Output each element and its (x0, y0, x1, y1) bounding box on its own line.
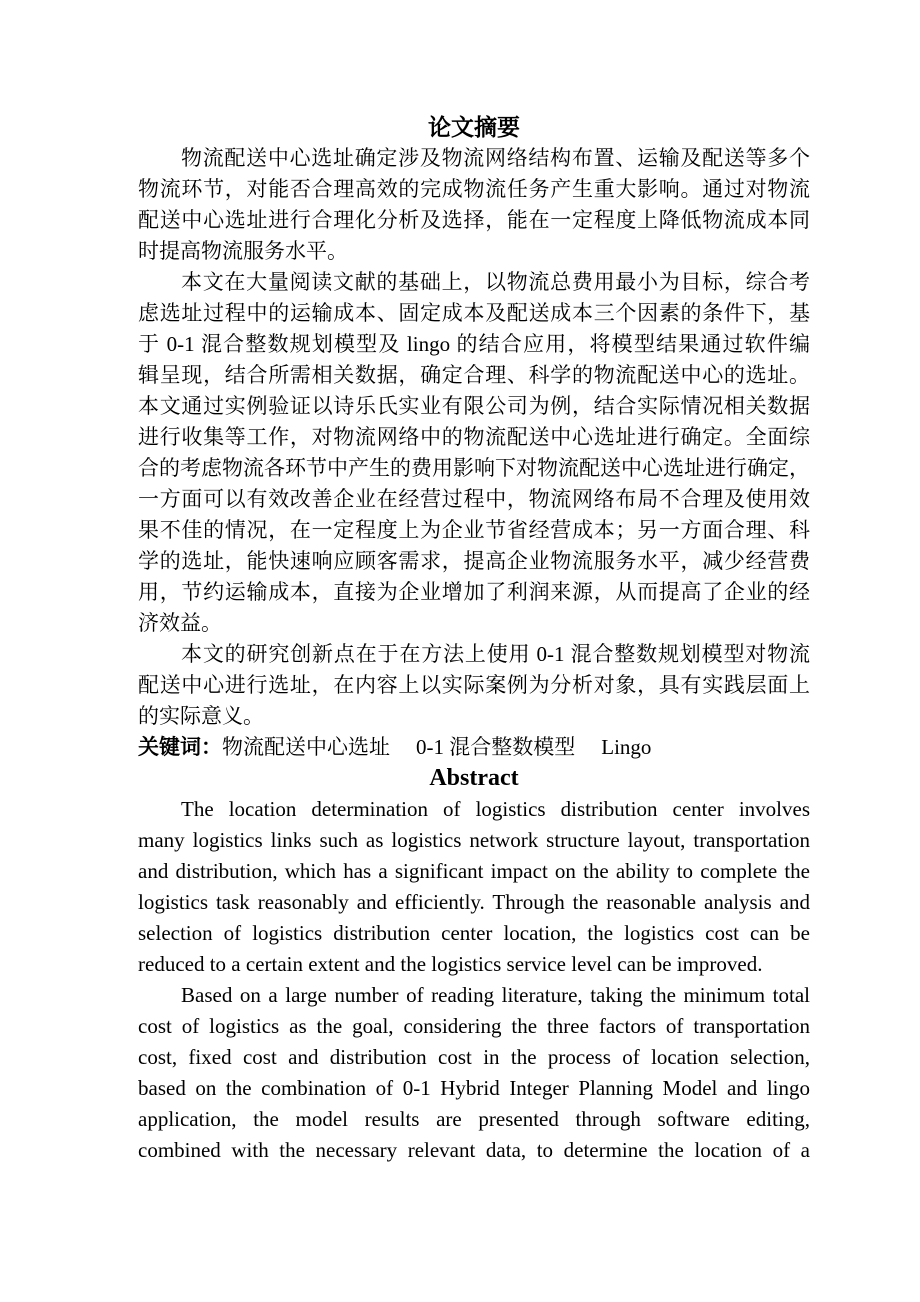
text-line: The location determination of logistics distribution center involves (181, 797, 810, 821)
text-line: combined with the necessary relevant data, to determine the location of a (138, 1138, 810, 1162)
paragraph (138, 794, 810, 980)
keyword: 0-1 混合整数模型 (416, 735, 576, 759)
text-line: 进行收集等工作，对物流网络中的物流配送中心选址进行确定。全面综 (138, 425, 810, 449)
text-line: 学的选址，能快速响应顾客需求，提高企业物流服务水平，减少经营费 (138, 549, 810, 573)
english-abstract-body (138, 794, 810, 1166)
keyword: 物流配送中心选址 (222, 735, 390, 759)
text-line: 配送中心选址进行合理化分析及选择，能在一定程度上降低物流成本同 (138, 208, 810, 232)
paragraph (138, 980, 810, 1166)
chinese-abstract-title: 论文摘要 (428, 115, 520, 140)
english-abstract-title: Abstract (429, 765, 519, 791)
text-line: 辑呈现，结合所需相关数据，确定合理、科学的物流配送中心的选址。 (138, 363, 810, 387)
text-line: 济效益。 (138, 611, 222, 635)
text-line: 物流配送中心选址确定涉及物流网络结构布置、运输及配送等多个 (181, 146, 810, 170)
paragraph (138, 267, 810, 639)
text-line: 合的考虑物流各环节中产生的费用影响下对物流配送中心选址进行确定， (138, 456, 810, 480)
text-line: 于 0-1 混合整数规划模型及 lingo 的结合应用，将模型结果通过软件编 (138, 332, 810, 356)
text-line: many logistics links such as logistics network structure layout, transportation (138, 828, 810, 852)
chinese-abstract-body (138, 143, 810, 732)
text-line: 的实际意义。 (138, 704, 264, 728)
text-line: 本文在大量阅读文献的基础上，以物流总费用最小为目标，综合考 (181, 270, 810, 294)
text-line: 一方面可以有效改善企业在经营过程中，物流网络布局不合理及使用效 (138, 487, 810, 511)
text-line: application, the model results are presented through software editing, (138, 1107, 810, 1131)
text-line: and distribution, which has a significant impact on the ability to complete the (138, 859, 810, 883)
text-line: based on the combination of 0-1 Hybrid Integer Planning Model and lingo (138, 1076, 810, 1100)
text-line: cost, fixed cost and distribution cost in the process of location selection, (138, 1045, 810, 1069)
text-line: Based on a large number of reading literature, taking the minimum total (181, 983, 810, 1007)
text-line: logistics task reasonably and efficiently. Through the reasonable analysis and (138, 890, 810, 914)
text-line: 用，节约运输成本，直接为企业增加了利润来源，从而提高了企业的经 (138, 580, 810, 604)
text-line: 虑选址过程中的运输成本、固定成本及配送成本三个因素的条件下，基 (138, 301, 810, 325)
keywords-line (138, 732, 810, 763)
keyword: Lingo (601, 735, 652, 759)
text-line: 物流环节，对能否合理高效的完成物流任务产生重大影响。通过对物流 (138, 177, 810, 201)
text-line: selection of logistics distribution center location, the logistics cost can be (138, 921, 810, 945)
text-line: 时提高物流服务水平。 (138, 239, 348, 263)
text-line: 果不佳的情况，在一定程度上为企业节省经营成本；另一方面合理、科 (138, 518, 810, 542)
keywords-label: 关键词： (138, 735, 222, 759)
text-line: cost of logistics as the goal, considering the three factors of transportation (138, 1014, 810, 1038)
text-line: 本文的研究创新点在于在方法上使用 0-1 混合整数规划模型对物流 (181, 642, 810, 666)
text-line: reduced to a certain extent and the logistics service level can be improved. (138, 952, 763, 976)
document-page (138, 112, 810, 1166)
paragraph (138, 143, 810, 267)
text-line: 本文通过实例验证以诗乐氏实业有限公司为例，结合实际情况相关数据 (138, 394, 810, 418)
text-line: 配送中心进行选址，在内容上以实际案例为分析对象，具有实践层面上 (138, 673, 810, 697)
paragraph (138, 639, 810, 732)
